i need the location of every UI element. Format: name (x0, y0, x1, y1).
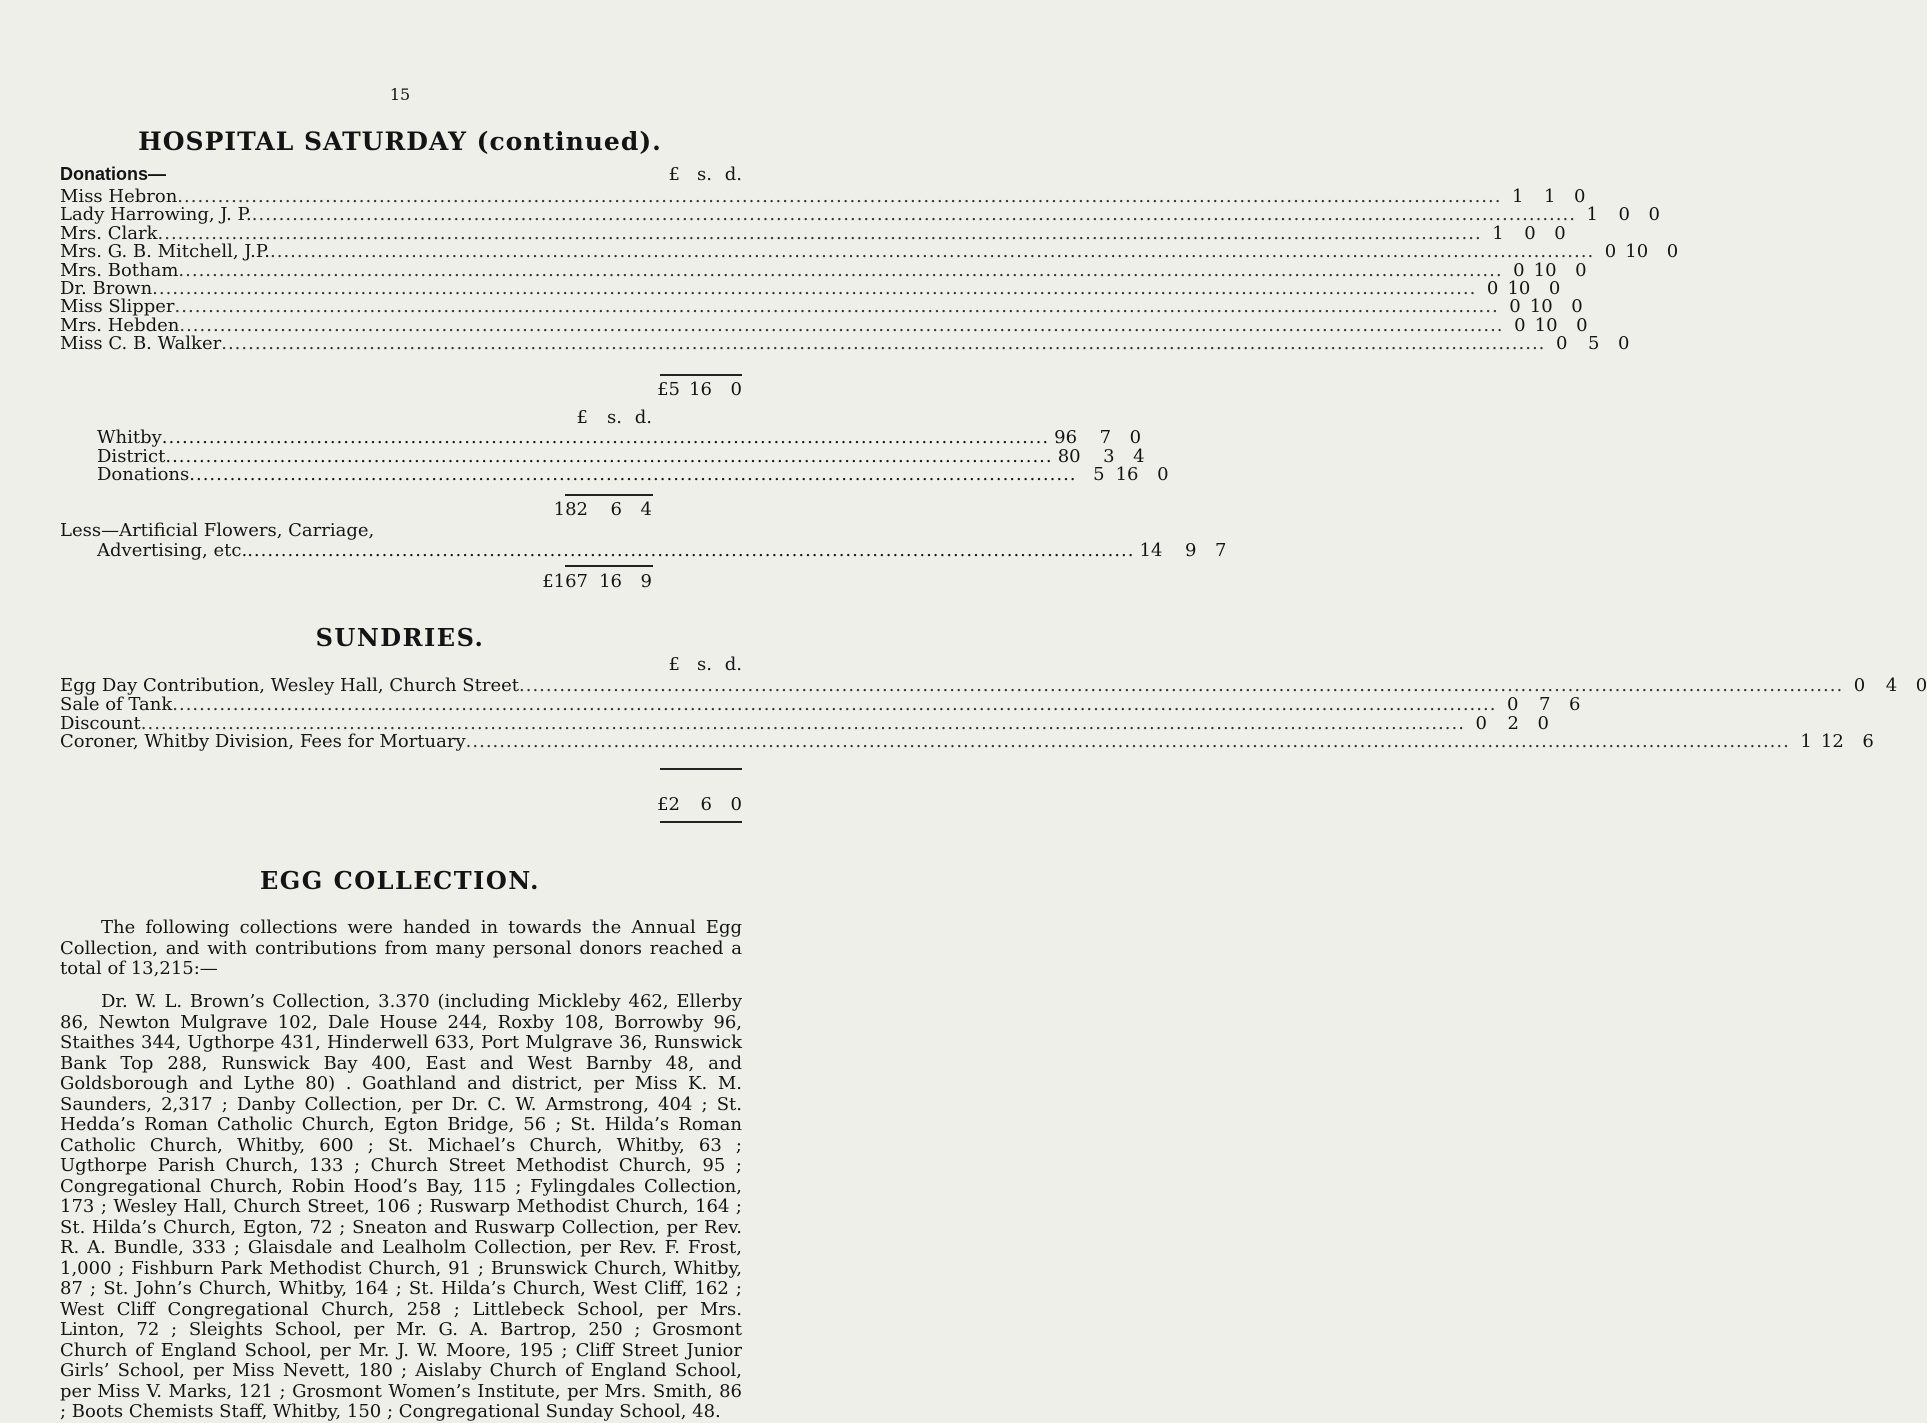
sundry-row-shillings: 7 (1538, 693, 1551, 715)
donation-row-pounds: 0 (1509, 296, 1521, 318)
donation-row-shillings: 10 (1625, 241, 1649, 263)
donation-row-label: Mrs. Clark (60, 222, 158, 244)
donations-total-rule (660, 374, 742, 376)
total-pounds: £2 (657, 794, 680, 815)
subtotal-pence: 4 (640, 499, 652, 520)
total-pounds: £5 (657, 379, 680, 400)
donation-row-pence: 0 (1576, 314, 1588, 336)
pence-header: d. (634, 407, 652, 428)
pounds-header: £ (668, 164, 680, 185)
donation-row-pounds: 1 (1512, 186, 1524, 207)
summary-row-pounds: 96 (1054, 427, 1078, 448)
donation-row-pence: 0 (1574, 186, 1586, 207)
sundry-row-label: Egg Day Contribution, Wesley Hall, Church Street (60, 675, 520, 696)
net-pounds: £167 (542, 571, 588, 592)
donation-row-pence: 0 (1548, 278, 1561, 299)
net-pence: 9 (640, 571, 652, 592)
donation-row (60, 333, 1630, 355)
sundries-total-rule (660, 768, 742, 770)
dot-leader (466, 732, 1790, 752)
sundry-row-shillings: 4 (1885, 675, 1898, 696)
pence-header: d. (724, 654, 742, 675)
summary-row-pence: 0 (1129, 427, 1142, 448)
summary-subtotal (540, 499, 652, 520)
egg-collection-intro: The following collections were handed in towards the Annual Egg Collection, and with contributions from many personal donors reached a total of 13,215:— (60, 917, 742, 979)
sundry-row-shillings: 2 (1507, 712, 1519, 734)
donation-row-shillings: 1 (1544, 186, 1556, 207)
donation-row-label: Miss Hebron (60, 186, 178, 207)
sundry-row (60, 693, 1581, 715)
sundry-row-amount (1843, 676, 1927, 696)
sundry-row-pounds: 0 (1853, 675, 1866, 696)
less-deductions-label-2: Advertising, etc. (97, 540, 248, 561)
summary-row (97, 464, 1169, 485)
sundry-row-shillings: 12 (1820, 731, 1844, 753)
donation-row-shillings: 0 (1524, 222, 1536, 244)
page-number: 15 (389, 85, 411, 104)
summary-row-label: District (97, 445, 166, 467)
pence-header: d. (724, 164, 742, 185)
donation-row-amount (1594, 242, 1678, 262)
summary-row-label: Whitby (97, 427, 162, 448)
donation-row-label: Miss C. B. Walker (60, 333, 222, 355)
donation-row-pounds: 0 (1555, 333, 1568, 355)
donation-row-label: Miss Slipper (60, 296, 175, 318)
sundry-row-label: Sale of Tank (60, 693, 173, 715)
donation-row-pounds: 0 (1604, 241, 1617, 263)
sundry-row-pence: 6 (1568, 693, 1581, 715)
sundry-row-pounds: 0 (1506, 693, 1519, 715)
dot-leader (172, 695, 1496, 715)
total-pence: 0 (730, 794, 742, 815)
donation-row-shillings: 5 (1587, 333, 1600, 355)
summary-row-shillings: 16 (1115, 464, 1139, 485)
donation-row-pounds: 0 (1514, 314, 1526, 336)
donation-row-shillings: 10 (1533, 259, 1557, 281)
pounds-header: £ (576, 407, 588, 428)
subtotal-pounds: 182 (553, 499, 588, 520)
donation-row-pence: 0 (1554, 222, 1566, 244)
sundry-row-pence: 0 (1915, 675, 1927, 696)
dot-leader (221, 334, 1545, 354)
donation-row-pounds: 1 (1492, 222, 1504, 244)
pounds-header: £ (668, 654, 680, 675)
sundry-row-label: Discount (60, 712, 141, 734)
sundry-row-amount (1790, 732, 1874, 752)
less-deductions-label: Less—Artificial Flowers, Carriage, (60, 520, 375, 541)
summary-net (540, 571, 652, 592)
sundry-row-label: Coroner, Whitby Division, Fees for Mortuary (60, 731, 466, 753)
sundry-row (60, 731, 1874, 753)
donation-row-pence: 0 (1575, 259, 1587, 281)
less-pounds: 14 (1139, 540, 1163, 561)
donation-row-shillings: 10 (1507, 278, 1531, 299)
dot-leader (519, 676, 1843, 696)
less-shillings: 9 (1185, 540, 1197, 561)
sundries-total (610, 794, 742, 815)
summary-row-pence: 0 (1157, 464, 1169, 485)
summary-row-pounds: 80 (1057, 445, 1081, 467)
donations-total (610, 379, 742, 400)
egg-collection-body: Dr. W. L. Brown’s Collection, 3.370 (including Mickleby 462, Ellerby 86, Newton Mulgrave 102, Dale House 244, Roxby 108, Borrowby 96, Staithes 344, Ugthorpe 431, Hinderwell 633, Port Mulgrave 36, Runswick Bank Top 288, Runswick Bay 400, East and West Barnby 48, and Goldsborough and Lythe 80) . Goathland and district, per Miss K. M. Saunders, 2,317 ; Danby Collection, per Dr. C. W. Armstrong, 404 ; St. Hedda’s Roman Catholic Church, Egton Bridge, 56 ; St. Hilda’s Roman Catholic Church, Whitby, 600 ; St. Michael’s Church, Whitby, 63 ; Ugthorpe Parish Church, 133 ; Church Street Methodist Church, 95 ; Congregational Church, Robin Hood’s Bay, 115 ; Fylingdales Collection, 173 ; Wesley Hall, Church Street, 106 ; Ruswarp Methodist Church, 164 ; St. Hilda’s Church, Egton, 72 ; Sneaton and Ruswarp Collection, per Rev. R. A. Bundle, 333 ; Glaisdale and Lealholm Collection, per Rev. F. Frost, 1,000 ; Fishburn Park Methodist Church, 91 ; Brunswick Church, Whitby, 87 ; St. John’s Church, Whitby, 164 ; St. Hilda’s Church, West Cliff, 162 ; West Cliff Congregational Church, 258 ; Littlebeck School, per Mrs. Linton, 72 ; Sleights School, per Mr. G. A. Bartrop, 250 ; Grosmont Church of England School, per Mr. J. W. Moore, 195 ; Cliff Street Junior Girls’ School, per Miss Nevett, 180 ; Aislaby Church of England School, per Miss V. Marks, 121 ; Grosmont Women’s Institute, per Mrs. Smith, 86 ; Boots Chemists Staff, Whitby, 150 ; Congregational Sunday School, 48. (60, 991, 742, 1422)
donations-currency-header (640, 164, 742, 185)
donation-row-pounds: 0 (1486, 278, 1499, 299)
sundry-row-pounds: 0 (1475, 712, 1487, 734)
sundries-bottom-rule (660, 821, 742, 823)
summary-net-rule (565, 565, 653, 567)
summary-subtotal-rule (565, 494, 653, 496)
donation-row-pounds: 1 (1586, 204, 1598, 226)
page-title: HOSPITAL SATURDAY (continued). (138, 127, 662, 156)
shillings-header: s. (697, 164, 712, 185)
donation-row-pence: 0 (1617, 333, 1630, 355)
donation-row-pence: 0 (1666, 241, 1679, 263)
subtotal-shillings: 6 (610, 499, 622, 520)
donation-row-shillings: 10 (1534, 314, 1558, 336)
sundries-heading: SUNDRIES. (315, 623, 485, 652)
shillings-header: s. (697, 654, 712, 675)
total-shillings: 6 (700, 794, 712, 815)
summary-row-pence: 4 (1133, 445, 1145, 467)
donation-row-label: Mrs. Botham (60, 259, 179, 281)
donation-row-label: Mrs. Hebden (60, 314, 180, 336)
summary-currency-header (560, 407, 652, 428)
dot-leader (247, 540, 1134, 561)
less-deductions-amount (1134, 540, 1226, 561)
summary-row-pounds: 5 (1093, 464, 1105, 485)
sundry-row-pence: 6 (1862, 731, 1874, 753)
total-shillings: 16 (689, 379, 712, 400)
donations-heading: Donations— (60, 164, 166, 184)
donation-row-pounds: 0 (1513, 259, 1525, 281)
donation-row-shillings: 10 (1529, 296, 1553, 318)
donation-row-shillings: 0 (1618, 204, 1630, 226)
donation-row-label: Mrs. G. B. Mitchell, J.P. (60, 241, 270, 263)
sundries-currency-header (640, 654, 742, 675)
donation-row-label: Dr. Brown (60, 278, 153, 299)
donation-row-amount (1545, 334, 1629, 354)
total-pence: 0 (730, 379, 742, 400)
less-pence: 7 (1215, 540, 1227, 561)
summary-row-label: Donations (97, 464, 190, 485)
sundry-row-pence: 0 (1537, 712, 1549, 734)
egg-collection-heading: EGG COLLECTION. (259, 866, 541, 895)
dot-leader (189, 464, 1076, 485)
sundry-row-pounds: 1 (1800, 731, 1812, 753)
summary-row-shillings: 3 (1103, 445, 1115, 467)
donation-row-label: Lady Harrowing, J. P. (60, 204, 252, 226)
less-deductions-row (97, 540, 1227, 561)
donation-row-amount (1576, 205, 1660, 225)
donation-row-pence: 0 (1571, 296, 1583, 318)
donation-row-pence: 0 (1648, 204, 1660, 226)
sundry-row-amount (1496, 695, 1580, 715)
shillings-header: s. (607, 407, 622, 428)
sundry-row (60, 675, 1927, 696)
summary-row-amount (1077, 464, 1169, 485)
summary-row-shillings: 7 (1099, 427, 1112, 448)
net-shillings: 16 (599, 571, 622, 592)
